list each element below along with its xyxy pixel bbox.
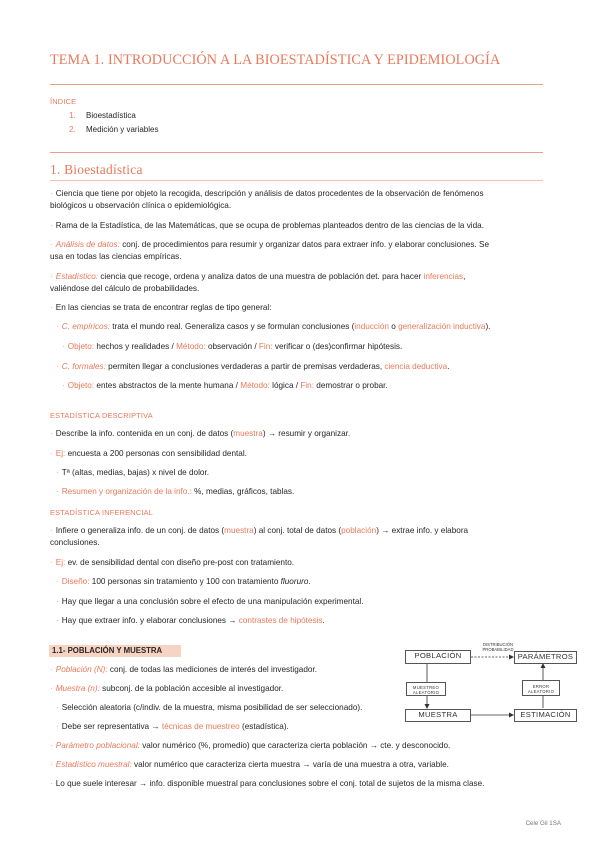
diagram-label-distribution: DISTRIBUCIÓN PROBABILIDAD bbox=[482, 642, 514, 652]
text: trata el mundo real. Generaliza casos y se formulan conclusiones ( bbox=[109, 322, 355, 331]
bullet-tick-icon: · bbox=[50, 526, 53, 535]
paragraph bbox=[50, 302, 271, 313]
bullet-tick-icon: · bbox=[50, 684, 53, 693]
text: hechos y realidades / bbox=[94, 342, 177, 351]
label: Diseño: bbox=[61, 577, 90, 586]
term: Parámetro poblacional: bbox=[55, 741, 140, 750]
bullet-tick-icon: · bbox=[56, 703, 59, 712]
text: , bbox=[463, 272, 466, 281]
bullet-tick-icon: · bbox=[50, 779, 53, 788]
paragraph-cont: conclusiones. bbox=[50, 538, 100, 547]
text: ) al conj. total de datos ( bbox=[253, 526, 342, 535]
text: Ciencia que tiene por objeto la recogida, descripción y análisis de datos procedentes de la observación de fenómenos bbox=[55, 189, 484, 198]
label: Fin: bbox=[300, 381, 314, 390]
term: técnicas de muestreo bbox=[161, 722, 240, 731]
bullet-tick-icon: · bbox=[56, 487, 59, 496]
text: permiten llegar a conclusiones verdaderas a partir de premisas verdaderas, bbox=[105, 362, 385, 371]
text: . bbox=[322, 616, 325, 625]
text: Selección aleatoria (c/indiv. de la muestra, misma posibilidad de ser seleccionado). bbox=[61, 703, 363, 712]
text: entes abstractos de la mente humana / bbox=[94, 381, 241, 390]
sub-paragraph bbox=[56, 321, 490, 332]
text: Lo que suele interesar → info. disponible muestral para conclusiones sobre el conj. total de sujetos de la misma clase. bbox=[55, 779, 485, 788]
sub-paragraph bbox=[56, 721, 289, 732]
label: Resumen y organización de la info.: bbox=[61, 487, 192, 496]
paragraph-cont: biológicos u observación clínica o epidemiológica. bbox=[50, 201, 232, 210]
paragraph bbox=[50, 778, 484, 789]
index-item bbox=[69, 111, 136, 120]
term: inferencias bbox=[423, 272, 464, 281]
subsection-heading: ESTADÍSTICA DESCRIPTIVA bbox=[50, 411, 153, 420]
paragraph-cont: valiéndose del cálculo de probabilidades. bbox=[50, 284, 200, 293]
label: Ej: bbox=[55, 449, 66, 458]
text: ). bbox=[485, 322, 491, 331]
diagram-node-sample: MUESTRA bbox=[405, 709, 471, 722]
bullet-tick-icon: · bbox=[56, 722, 59, 731]
text: Rama de la Estadística, de las Matemáticas, que se ocupa de problemas planteados dentro de las ciencias de la vida. bbox=[55, 221, 485, 230]
label: Fin: bbox=[258, 342, 273, 351]
term: muestra bbox=[224, 526, 254, 535]
paragraph bbox=[50, 271, 465, 282]
sub-paragraph bbox=[56, 486, 294, 497]
bullet-tick-icon: · bbox=[50, 221, 53, 230]
sub-paragraph bbox=[56, 702, 362, 713]
text: . bbox=[447, 362, 450, 371]
text: Tª (altas, medias, bajas) x nivel de dolor. bbox=[61, 468, 210, 477]
term: ciencia deductiva bbox=[384, 362, 448, 371]
bullet-tick-icon: · bbox=[56, 616, 59, 625]
sub-paragraph bbox=[56, 361, 449, 372]
term: Análisis de datos: bbox=[55, 240, 120, 249]
text: valor numérico que caracteriza cierta muestra → varía de una muestra a otra, variable. bbox=[131, 760, 449, 769]
index-item-number: 1. bbox=[69, 111, 76, 120]
diagram-label-random-error: ERROR ALEATORIO bbox=[522, 680, 560, 696]
paragraph bbox=[50, 428, 350, 439]
index-item-label: Medición y variables bbox=[86, 125, 159, 134]
bullet-tick-icon: · bbox=[50, 240, 53, 249]
text: valor numérico (%, promedio) que caracteriza cierta población → cte. y desconocido. bbox=[139, 741, 451, 750]
text: conj. de procedimientos para resumir y organizar datos para extraer info. y elaborar conclusiones. Se bbox=[119, 240, 490, 249]
term: C. formales: bbox=[61, 362, 106, 371]
term: Estadístico: bbox=[55, 272, 99, 281]
bullet-tick-icon: · bbox=[50, 272, 53, 281]
paragraph bbox=[50, 664, 317, 675]
label: Método: bbox=[176, 342, 206, 351]
text: ev. de sensibilidad dental con diseño pre-post con tratamiento. bbox=[65, 558, 295, 567]
bullet-tick-icon: · bbox=[56, 597, 59, 606]
text: 100 personas sin tratamiento y 100 con tratamiento bbox=[89, 577, 281, 586]
text: lógica / bbox=[269, 381, 301, 390]
page-footer: Cele Gil 1SA bbox=[525, 820, 561, 827]
paragraph-cont: usa en todas las ciencias empíricas. bbox=[50, 252, 182, 261]
bullet-tick-icon: · bbox=[50, 760, 53, 769]
term: Muestra (n): bbox=[55, 684, 100, 693]
bullet-tick-icon: · bbox=[50, 741, 53, 750]
paragraph bbox=[50, 525, 468, 536]
diagram-node-estimation: ESTIMACIÓN bbox=[514, 709, 577, 722]
sub-paragraph bbox=[56, 596, 364, 607]
bullet-tick-icon: · bbox=[50, 429, 53, 438]
text: (estadística). bbox=[239, 722, 289, 731]
index-item-number: 2. bbox=[69, 125, 76, 134]
text: . bbox=[308, 577, 311, 586]
term: C. empíricos: bbox=[61, 322, 110, 331]
text: verificar o (des)confirmar hipótesis. bbox=[272, 342, 403, 351]
label: Método: bbox=[240, 381, 270, 390]
title-divider bbox=[50, 84, 543, 85]
label: Objeto: bbox=[67, 342, 95, 351]
subsection-heading: 1.1- POBLACIÓN Y MUESTRA bbox=[52, 646, 163, 655]
paragraph bbox=[50, 740, 450, 751]
bullet-tick-icon: · bbox=[50, 303, 53, 312]
bullet-tick-icon: · bbox=[56, 577, 59, 586]
index-label: ÍNDICE bbox=[50, 97, 77, 106]
text: Hay que llegar a una conclusión sobre el efecto de una manipulación experimental. bbox=[61, 597, 364, 606]
index-divider bbox=[50, 152, 543, 153]
term: Población (N): bbox=[55, 665, 108, 674]
bullet-tick-icon: · bbox=[50, 665, 53, 674]
paragraph bbox=[50, 683, 283, 694]
text: fluoruro bbox=[280, 577, 309, 586]
text: Debe ser representativa → bbox=[61, 722, 162, 731]
text: observación / bbox=[205, 342, 259, 351]
text: conj. de todas las mediciones de interés del investigador. bbox=[107, 665, 317, 674]
text: ) → extrae info. y elabora bbox=[376, 526, 469, 535]
term: inducción bbox=[354, 322, 389, 331]
text: subconj. de la población accesible al investigador. bbox=[99, 684, 284, 693]
section-heading-underline bbox=[50, 180, 543, 181]
bullet-tick-icon: · bbox=[50, 449, 53, 458]
sub-paragraph bbox=[56, 576, 311, 587]
paragraph bbox=[50, 557, 294, 568]
bullet-tick-icon: · bbox=[50, 558, 53, 567]
term: población bbox=[341, 526, 377, 535]
text: o bbox=[388, 322, 399, 331]
paragraph bbox=[50, 220, 484, 231]
text: Describe la info. contenida en un conj. de datos ( bbox=[55, 429, 234, 438]
diagram-label-random-sampling: MUESTREO ALEATORIO bbox=[406, 682, 446, 696]
term: generalización inductiva bbox=[398, 322, 486, 331]
text: Infiere o generaliza info. de un conj. de datos ( bbox=[55, 526, 225, 535]
bullet-tick-icon: · bbox=[50, 189, 53, 198]
text: demostrar o probar. bbox=[314, 381, 388, 390]
bullet-tick-icon: · bbox=[62, 381, 65, 390]
sub-sub-paragraph bbox=[62, 341, 402, 352]
sub-sub-paragraph bbox=[62, 380, 388, 391]
term: Estadístico muestral: bbox=[55, 760, 132, 769]
index-item-label: Bioestadística bbox=[86, 111, 136, 120]
label: Objeto: bbox=[67, 381, 95, 390]
page-title: TEMA 1. INTRODUCCIÓN A LA BIOESTADÍSTICA Y EPIDEMIOLOGÍA bbox=[50, 52, 501, 68]
bullet-tick-icon: · bbox=[56, 322, 59, 331]
section-heading: 1. Bioestadística bbox=[50, 162, 143, 177]
sub-paragraph bbox=[56, 467, 209, 478]
paragraph bbox=[50, 239, 489, 250]
subsection-heading: ESTADÍSTICA INFERENCIAL bbox=[50, 508, 154, 517]
term: muestra bbox=[233, 429, 263, 438]
diagram-node-parameters: PARÁMETROS bbox=[514, 651, 577, 664]
text: En las ciencias se trata de encontrar reglas de tipo general: bbox=[55, 303, 272, 312]
label: Ej: bbox=[55, 558, 66, 567]
bullet-tick-icon: · bbox=[56, 362, 59, 371]
paragraph bbox=[50, 448, 247, 459]
bullet-tick-icon: · bbox=[62, 342, 65, 351]
paragraph bbox=[50, 188, 484, 199]
bullet-tick-icon: · bbox=[56, 468, 59, 477]
index-item bbox=[69, 125, 158, 134]
text: ciencia que recoge, ordena y analiza datos de una muestra de población det. para hacer bbox=[98, 272, 424, 281]
term: contrastes de hipótesis bbox=[238, 616, 323, 625]
sub-paragraph bbox=[56, 615, 325, 626]
text: Hay que extraer info. y elaborar conclusiones → bbox=[61, 616, 239, 625]
text: ) → resumir y organizar. bbox=[262, 429, 351, 438]
text: encuesta a 200 personas con sensibilidad dental. bbox=[65, 449, 247, 458]
text: %, medias, gráficos, tablas. bbox=[191, 487, 295, 496]
diagram-node-population: POBLACIÓN bbox=[405, 650, 471, 664]
paragraph bbox=[50, 759, 449, 770]
